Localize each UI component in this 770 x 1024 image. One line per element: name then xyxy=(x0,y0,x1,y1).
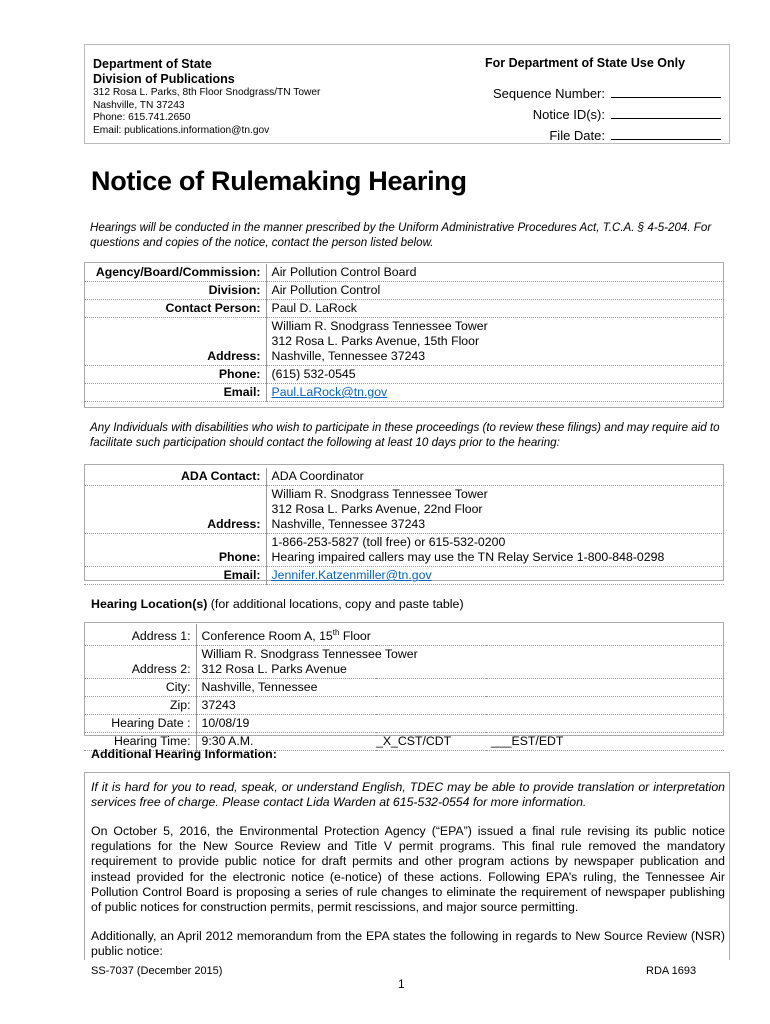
file-date-field[interactable] xyxy=(611,127,721,140)
table-row xyxy=(84,679,724,697)
contact-email-link[interactable]: Paul.LaRock@tn.gov xyxy=(271,385,388,399)
hearing-time-value: 9:30 A.M. xyxy=(196,733,376,751)
dept-line1: Department of State xyxy=(93,57,212,71)
memorandum-paragraph: Additionally, an April 2012 memorandum from the EPA states the following in regards to New Source Review (NSR) public notice: xyxy=(91,929,725,959)
dept-address1: 312 Rosa L. Parks, 8th Floor Snodgrass/TN Tower xyxy=(93,87,321,98)
hearing-time-label: Hearing Time: xyxy=(84,733,196,751)
additional-info-heading: Additional Hearing Information: xyxy=(91,747,277,761)
hearing-address1-suffix: Floor xyxy=(339,629,371,644)
dept-address2: Nashville, TN 37243 xyxy=(93,99,185,111)
hearing-zip-label: Zip: xyxy=(84,697,196,715)
phone-label: Phone: xyxy=(84,366,266,384)
ada-address-label: Address: xyxy=(84,486,266,534)
ada-address-line3: Nashville, Tennessee 37243 xyxy=(271,517,426,531)
notice-id-field[interactable] xyxy=(611,106,721,119)
header-box xyxy=(84,44,730,144)
ada-contact-label: ADA Contact: xyxy=(84,468,266,486)
ada-contact-value: ADA Coordinator xyxy=(266,468,724,486)
hearing-zip-value: 37243 xyxy=(196,697,724,715)
hearing-address1-label: Address 1: xyxy=(84,624,196,646)
ada-email-label: Email: xyxy=(84,567,266,585)
division-label: Division: xyxy=(84,282,266,300)
ada-address-value xyxy=(266,486,724,534)
ada-email-link[interactable]: Jennifer.Katzenmiller@tn.gov xyxy=(271,568,432,582)
table-row xyxy=(84,300,724,318)
ada-address-line1: William R. Snodgrass Tennessee Tower xyxy=(271,487,488,501)
table-row xyxy=(84,715,724,733)
hearing-address2-line1: William R. Snodgrass Tennessee Tower xyxy=(201,647,418,662)
hearing-location-heading: Hearing Location(s) xyxy=(91,597,208,611)
ada-phone-value xyxy=(266,534,724,567)
table-row xyxy=(84,366,724,384)
address-line2: 312 Rosa L. Parks Avenue, 15th Floor xyxy=(271,334,480,348)
hearing-date-label: Hearing Date : xyxy=(84,715,196,733)
table-row xyxy=(84,567,724,585)
file-date-label: File Date: xyxy=(549,128,605,143)
table-row xyxy=(84,318,724,366)
ada-phone-line1: 1-866-253-5827 (toll free) or 615-532-0200 xyxy=(271,535,506,549)
timezone-cst: _X_CST/CDT xyxy=(376,733,486,751)
table-row xyxy=(84,646,724,679)
contact-label: Contact Person: xyxy=(84,300,266,318)
hearing-address1-sup: th xyxy=(332,628,340,637)
office-use-fields xyxy=(493,83,721,146)
hearing-address1-text: Conference Room A, 15 xyxy=(201,629,333,644)
intro-note: Hearings will be conducted in the manner prescribed by the Uniform Administrative Procedures Act, T.C.A. § 4-5-204. For questions and copies of the notice, contact the person listed below. xyxy=(90,221,712,249)
table-row xyxy=(84,468,724,486)
dept-line2: Division of Publications xyxy=(93,72,235,86)
ada-table xyxy=(84,468,724,585)
page-title: Notice of Rulemaking Hearing xyxy=(91,166,467,196)
hearing-address1-value xyxy=(196,624,724,646)
address-line1: William R. Snodgrass Tennessee Tower xyxy=(271,319,488,333)
table-row xyxy=(84,624,724,646)
hearing-address2-value xyxy=(196,646,724,679)
hearing-city-label: City: xyxy=(84,679,196,697)
agency-value: Air Pollution Control Board xyxy=(266,264,724,282)
address-label: Address: xyxy=(84,318,266,366)
table-row xyxy=(84,282,724,300)
hearing-location-title xyxy=(91,597,464,611)
hearing-address2-line2: 312 Rosa L. Parks Avenue xyxy=(201,662,347,677)
rda-number: RDA 1693 xyxy=(646,965,697,977)
translation-paragraph: If it is hard for you to read, speak, or understand English, TDEC may be able to provide translation or interpretation services free of charge. Please contact Lida Warden at 615-532-0554 for more information. xyxy=(91,780,725,810)
use-only-heading: For Department of State Use Only xyxy=(485,56,686,70)
ada-note: Any Individuals with disabilities who wish to participate in these proceedings (to review these filings) and may require aid to facilitate such participation should contact the following at least 10 days prior to the hearing: xyxy=(90,421,720,449)
ada-phone-label: Phone: xyxy=(84,534,266,567)
department-contact xyxy=(93,87,320,137)
table-row xyxy=(84,384,724,402)
ada-phone-line2: Hearing impaired callers may use the TN Relay Service 1-800-848-0298 xyxy=(271,550,665,564)
sequence-number-label: Sequence Number: xyxy=(492,86,605,101)
address-value xyxy=(266,318,724,366)
table-row xyxy=(84,264,724,282)
address-line3: Nashville, Tennessee 37243 xyxy=(271,349,426,363)
email-label: Email: xyxy=(84,384,266,402)
table-row xyxy=(84,697,724,715)
notice-id-label: Notice ID(s): xyxy=(532,107,605,122)
timezone-est: ___EST/EDT xyxy=(486,733,724,751)
ada-address-line2: 312 Rosa L. Parks Avenue, 22nd Floor xyxy=(271,502,483,516)
hearing-date-value: 10/08/19 xyxy=(196,715,724,733)
hearing-location-note: (for additional locations, copy and paste table) xyxy=(207,597,464,611)
epa-rule-paragraph: On October 5, 2016, the Environmental Protection Agency (“EPA”) issued a final rule revising its public notice regulations for the New Source Review and Title V permit programs. This final rule removed the mandatory requirement to provide public notice for draft permits and other program actions by newspaper publication and instead provided for the electronic notice (e-notice) of these actions. Following EPA’s ruling, the Tennessee Air Pollution Control Board is proposing a series of rule changes to eliminate the requirement of newspaper publishing of public notices for construction permits, permit rescissions, and major source permitting. xyxy=(91,824,725,915)
page-number: 1 xyxy=(398,977,405,991)
dept-email: Email: publications.information@tn.gov xyxy=(93,124,270,136)
dept-phone: Phone: 615.741.2650 xyxy=(93,112,191,123)
form-number: SS-7037 (December 2015) xyxy=(91,965,223,977)
phone-value: (615) 532-0545 xyxy=(266,366,724,384)
contact-value: Paul D. LaRock xyxy=(266,300,724,318)
agency-label: Agency/Board/Commission: xyxy=(84,264,266,282)
hearing-city-value: Nashville, Tennessee xyxy=(196,679,724,697)
department-name xyxy=(93,57,235,87)
table-row xyxy=(84,486,724,534)
table-row xyxy=(84,534,724,567)
agency-table xyxy=(84,264,724,402)
hearing-table xyxy=(84,624,724,751)
division-value: Air Pollution Control xyxy=(266,282,724,300)
additional-info-title xyxy=(91,747,277,761)
sequence-number-field[interactable] xyxy=(611,85,721,98)
hearing-address2-label: Address 2: xyxy=(84,646,196,679)
